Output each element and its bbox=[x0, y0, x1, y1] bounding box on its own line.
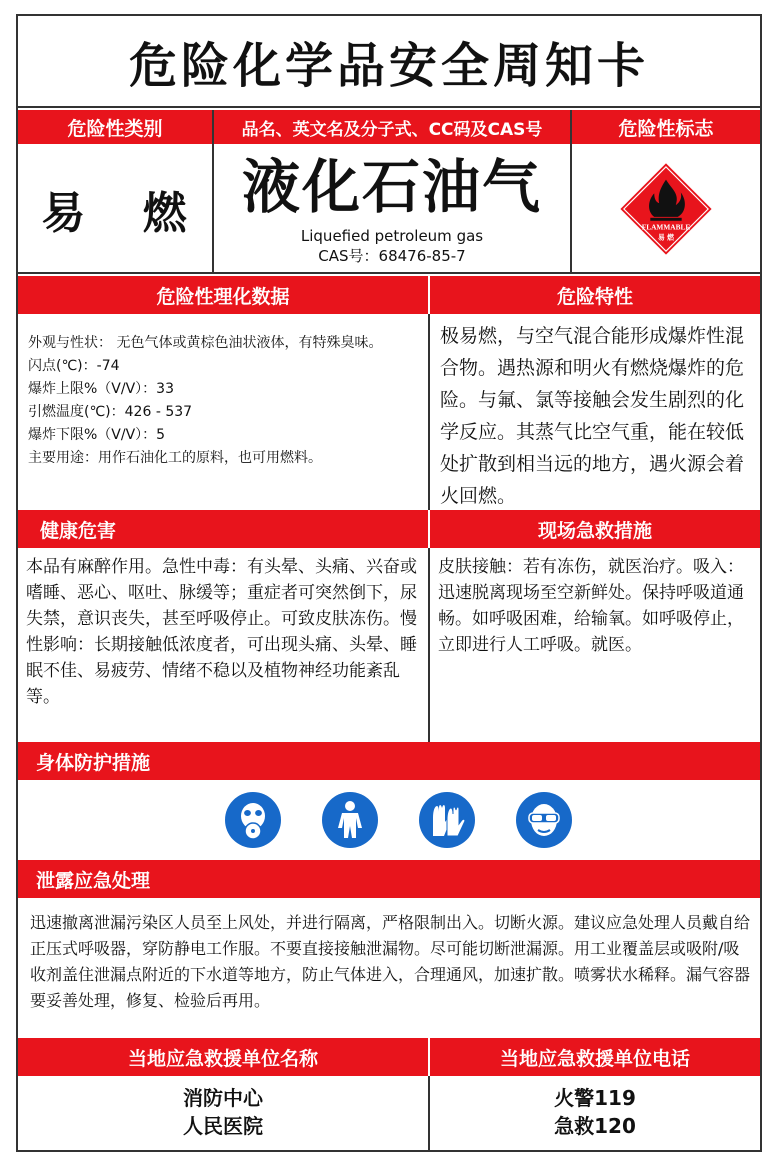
flammable-sign bbox=[572, 146, 760, 272]
unit-name-hospital: 人民医院 bbox=[183, 1114, 263, 1138]
physchem-item: 外观与性状： 无色气体或黄棕色油状液体，有特殊臭味。 bbox=[28, 335, 383, 351]
gas-mask-icon bbox=[225, 792, 281, 848]
physchem-item: 闪点(℃)：-74 bbox=[28, 358, 120, 374]
product-name-box bbox=[214, 146, 570, 272]
characteristics-header: 危险特性 bbox=[430, 276, 760, 314]
hazard-sign-header: 危险性标志 bbox=[572, 110, 760, 144]
divider bbox=[428, 548, 430, 742]
physchem-item: 主要用途：用作石油化工的原料，也可用燃料。 bbox=[28, 450, 322, 466]
divider bbox=[428, 314, 430, 510]
unit-phone-header: 当地应急救援单位电话 bbox=[430, 1038, 760, 1076]
protective-suit-icon bbox=[322, 792, 378, 848]
unit-name-fire: 消防中心 bbox=[183, 1086, 263, 1110]
characteristics-text: 极易燃，与空气混合能形成爆炸性混合物。遇热源和明火有燃烧爆炸的危险。与氟、氯等接触会发生剧烈的化学反应。其蒸气比空气重，能在较低处扩散到相当远的地方，遇火源会着火回燃。 bbox=[440, 325, 745, 507]
physchem-item: 爆炸下限%（V/V）：5 bbox=[28, 427, 166, 443]
phone-fire: 火警119 bbox=[554, 1086, 636, 1110]
unit-phones bbox=[430, 1084, 760, 1140]
divider bbox=[428, 1076, 430, 1152]
health-text: 本品有麻醉作用。急性中毒：有头晕、头痛、兴奋或嗜睡、恶心、呕吐、脉缓等；重症者可突然倒下，尿失禁，意识丧失，甚至呼吸停止。可致皮肤冻伤。慢性影响：长期接触低浓度者，可出现头痛、头晕、睡眠不佳、易疲劳、情绪不稳以及植物神经功能紊乱等。 bbox=[26, 557, 417, 707]
physchem-list bbox=[28, 332, 422, 470]
physchem-item: 引燃温度(℃)：426 - 537 bbox=[28, 404, 193, 420]
cas-number: CAS号：68476-85-7 bbox=[318, 247, 466, 265]
unit-name-header: 当地应急救援单位名称 bbox=[18, 1038, 428, 1076]
physchem-header: 危险性理化数据 bbox=[18, 276, 428, 314]
flammable-text: FLAMMABLE bbox=[641, 222, 691, 232]
safety-goggles-icon bbox=[516, 792, 572, 848]
safety-card bbox=[16, 14, 762, 1152]
leak-text: 迅速撤离泄漏污染区人员至上风处，并进行隔离，严格限制出入。切断火源。建议应急处理人员戴自给正压式呼吸器，穿防静电工作服。不要直接接触泄漏物。尽可能切断泄漏源。用工业覆盖层或吸附/吸收剂盖住泄漏点附近的下水道等地方，防止气体进入，合理通风，加速扩散。喷雾状水稀释。漏气容器要妥善处理，修复、检验后再用。 bbox=[30, 913, 751, 1010]
flammable-cn-text: 易 燃 bbox=[657, 233, 675, 242]
card-title: 危险化学品安全周知卡 bbox=[18, 16, 760, 108]
protective-gloves-icon bbox=[419, 792, 475, 848]
divider bbox=[212, 110, 214, 272]
phone-ambulance: 急救120 bbox=[554, 1114, 636, 1138]
first-aid-header: 现场急救措施 bbox=[430, 510, 760, 548]
divider bbox=[570, 110, 572, 272]
unit-names bbox=[18, 1084, 428, 1140]
divider bbox=[18, 272, 760, 274]
hazard-category-value: 易 燃 bbox=[41, 188, 189, 239]
product-name-cn: 液化石油气 bbox=[241, 153, 542, 221]
product-name-en: Liquefied petroleum gas bbox=[300, 227, 484, 245]
flammable-diamond-icon bbox=[617, 160, 715, 258]
physchem-item: 爆炸上限%（V/V）：33 bbox=[28, 381, 174, 397]
protection-header: 身体防护措施 bbox=[18, 742, 760, 780]
hazard-category-header: 危险性类别 bbox=[18, 110, 212, 144]
name-info-header: 品名、英文名及分子式、CC码及CAS号 bbox=[214, 110, 570, 144]
leak-header: 泄露应急处理 bbox=[18, 860, 760, 898]
first-aid-text: 皮肤接触：若有冻伤，就医治疗。吸入：迅速脱离现场至空新鲜处。保持呼吸道通畅。如呼吸困难，给输氧。如呼吸停止，立即进行人工呼吸。就医。 bbox=[438, 557, 744, 655]
health-header: 健康危害 bbox=[18, 510, 428, 548]
